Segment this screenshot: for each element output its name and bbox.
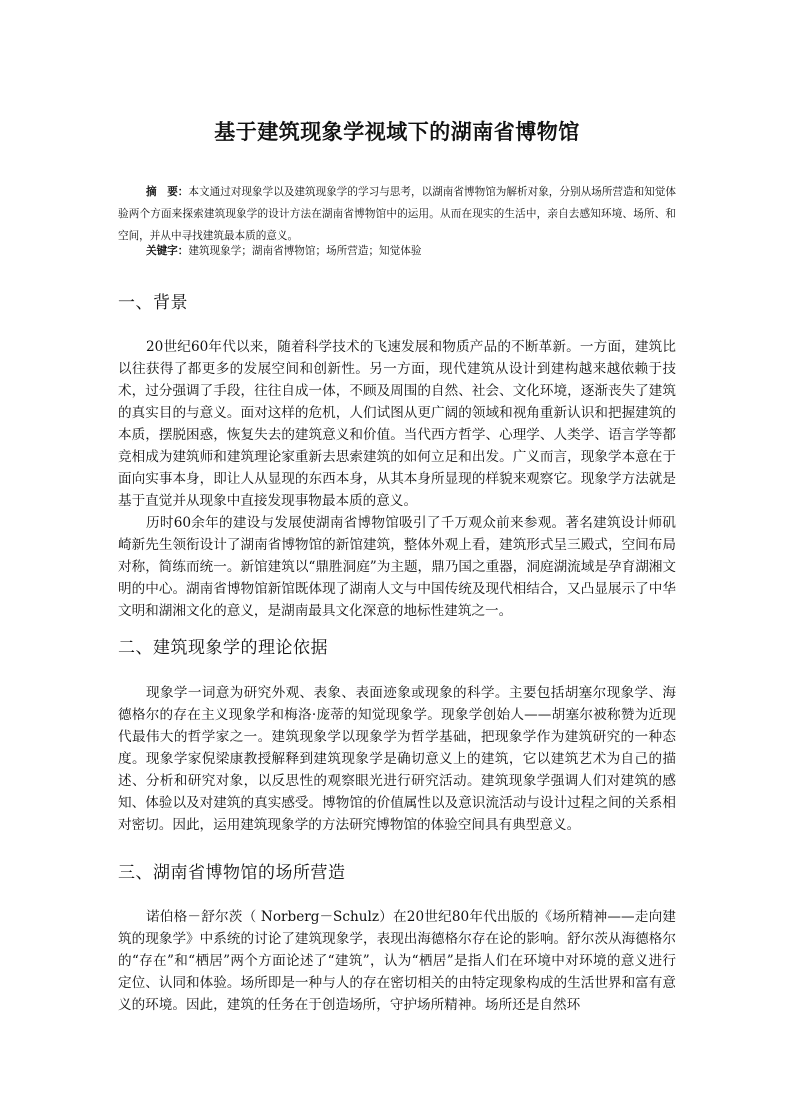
paragraph: 诺伯格－舒尔茨（ Norberg－Schulz）在20世纪80年代出版的《场所精神——走向建筑的现象学》中系统的讨论了建筑现象学，表现出海德格尔存在论的影响。舒尔茨从海德格尔的“存在”和“栖居”两个方面论述了“建筑”，认为“栖居”是指人们在环境中对环境的意义进行定位、认同和体验。场所即是一种与人的存在密切相关的由特定现象构成的生活世界和富有意义的环境。因此，建筑的任务在于创造场所，守护场所精神。场所还是自然环 <box>118 909 676 1013</box>
abstract-text: 本文通过对现象学以及建筑现象学的学习与思考，以湖南省博物馆为解析对象，分别从场所营造和知觉体验两个方面来探索建筑现象学的设计方法在湖南省博物馆中的运用。从而在现实的生活中，亲自去感知环境、场所、和空间，并从中寻找建筑最本质的意义。 <box>118 186 677 242</box>
section-heading-theory: 二、建筑现象学的理论依据 <box>118 638 328 658</box>
paragraph: 20世纪60年代以来，随着科学技术的飞速发展和物质产品的不断革新。一方面，建筑比以往获得了都更多的发展空间和创新性。另一方面，现代建筑从设计到建构越来越依赖于技术，过分强调了手段，往往自成一体，不顾及周围的自然、社会、文化环境，逐渐丧失了建筑的真实目的与意义。面对这样的危机，人们试图从更广阔的领域和视角重新认识和把握建筑的本质，摆脱困惑，恢复失去的建筑意义和价值。当代西方哲学、心理学、人类学、语言学等都竞相成为建筑师和建筑理论家重新去思索建筑的如何立足和出发。广义而言，现象学本意在于面向实事本身，即让人从显现的东西本身，从其本身所显现的样貌来观察它。现象学方法就是基于直觉并从现象中直接发现事物最本质的意义。 <box>118 339 676 509</box>
paragraph: 历时60余年的建设与发展使湖南省博物馆吸引了千万观众前来参观。著名建筑设计师矶崎新先生领衔设计了湖南省博物馆的新馆建筑，整体外观上看，建筑形式呈三殿式，空间布局对称，简练而统一。新馆建筑以“鼎胜洞庭”为主题，鼎乃国之重器，洞庭湖流域是孕育湖湘文明的中心。湖南省博物馆新馆既体现了湖南人文与中国传统及现代相结合，又凸显展示了中华文明和湖湘文化的意义，是湖南最具文化深意的地标性建筑之一。 <box>118 515 676 619</box>
section-heading-place: 三、湖南省博物馆的场所营造 <box>118 863 346 883</box>
paragraph: 现象学一词意为研究外观、表象、表面迹象或现象的科学。主要包括胡塞尔现象学、海德格尔的存在主义现象学和梅洛·庞蒂的知觉现象学。现象学创始人——胡塞尔被称赞为近现代最伟大的哲学家之一。建筑现象学以现象学为哲学基础，把现象学作为建筑研究的一种态度。现象学家倪梁康教授解释到建筑现象学是确切意义上的建筑，它以建筑艺术为自己的描述、分析和研究对象，以反思性的观察眼光进行研究活动。建筑现象学强调人们对建筑的感知、体验以及对建筑的真实感受。博物馆的价值属性以及意识流活动与设计过程之间的关系相对密切。因此，运用建筑现象学的方法研究博物馆的体验空间具有典型意义。 <box>118 685 676 833</box>
keywords-label: 关键字： <box>146 245 189 257</box>
abstract-paragraph <box>118 181 676 247</box>
keywords <box>146 240 676 262</box>
keywords-text: 建筑现象学；湖南省博物馆；场所营造；知觉体验 <box>188 245 422 257</box>
paper-title: 基于建筑现象学视域下的湖南省博物馆 <box>214 120 580 144</box>
abstract <box>118 181 676 247</box>
section-theory-body <box>118 682 676 836</box>
section-place-body <box>118 906 676 1016</box>
section-heading-background: 一、背景 <box>118 293 188 313</box>
section-background-body <box>118 336 676 622</box>
abstract-label: 摘 要： <box>146 186 189 198</box>
